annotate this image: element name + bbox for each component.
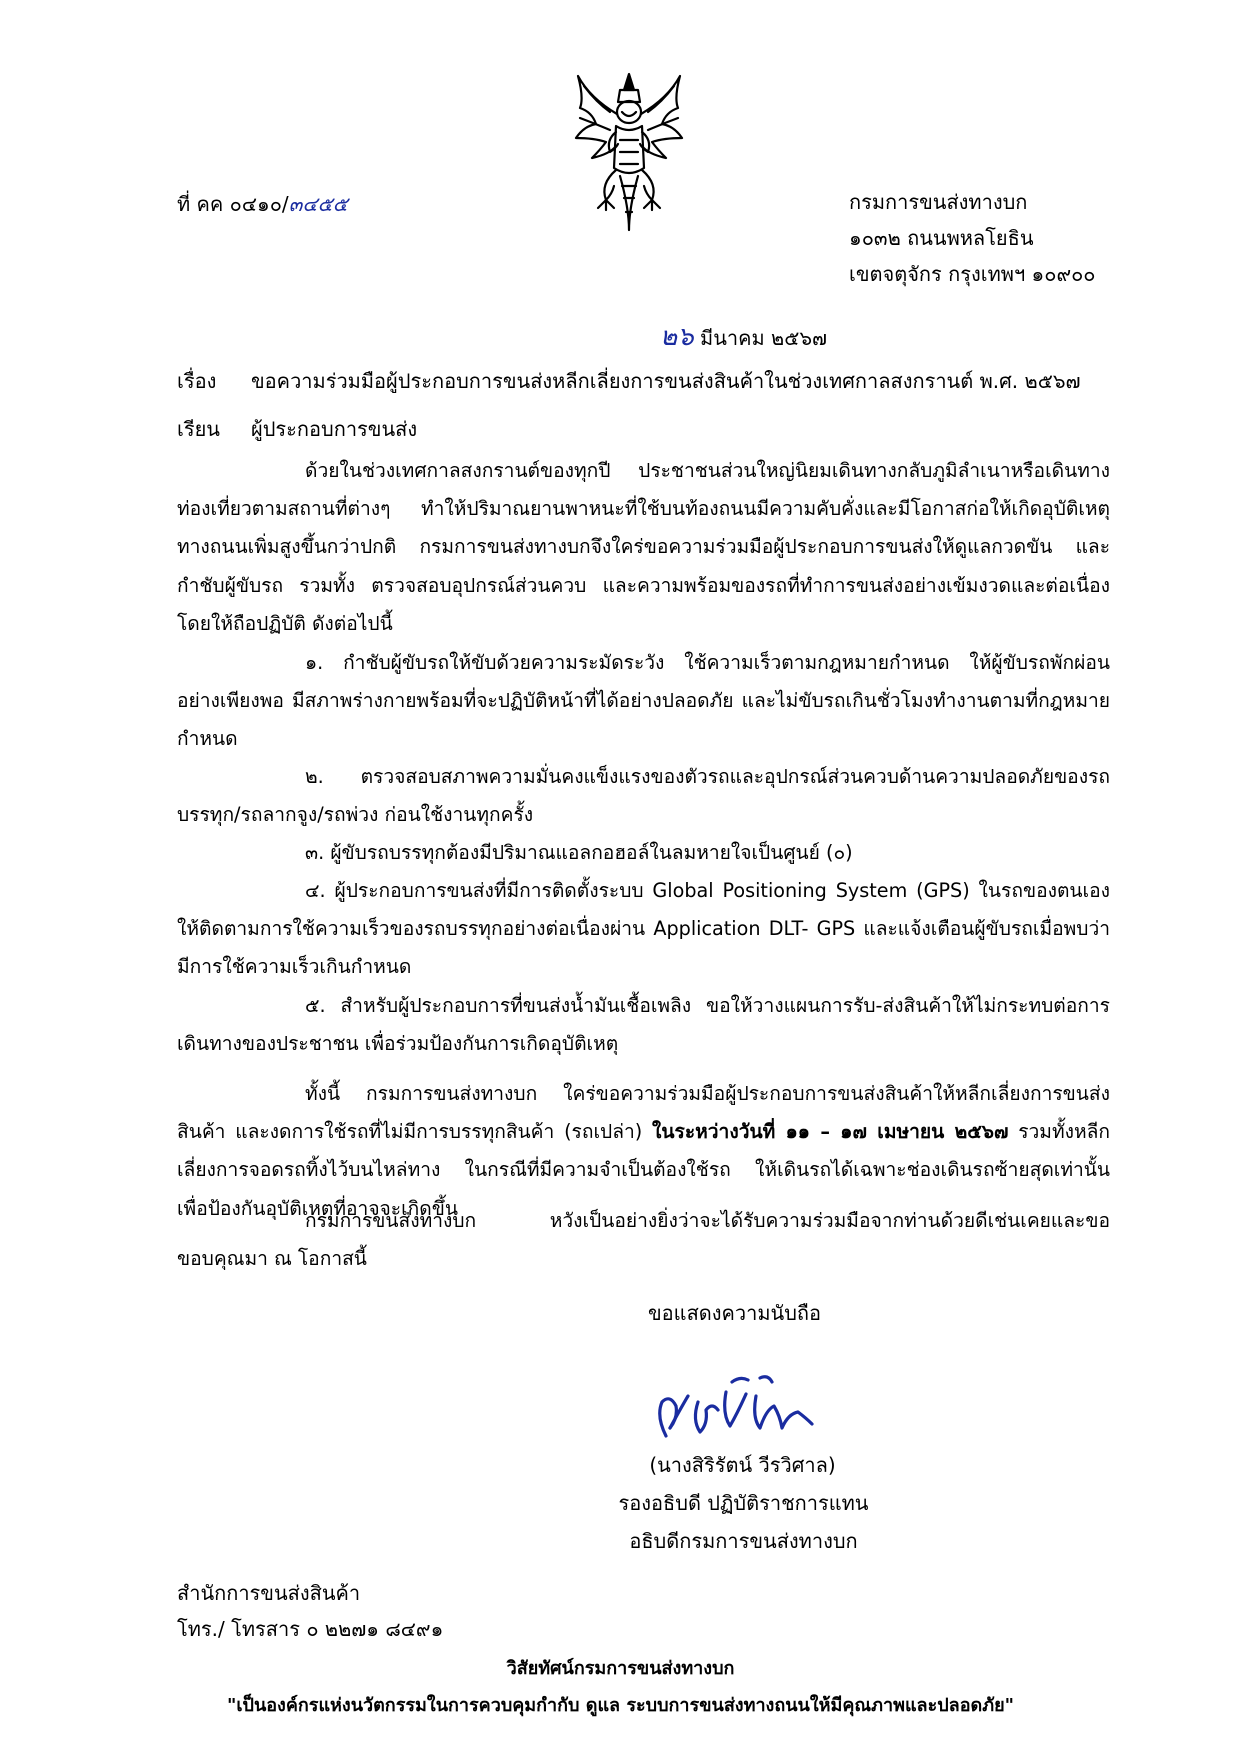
contact-phone: โทร./ โทรสาร ๐ ๒๒๗๑ ๘๔๙๑ bbox=[177, 1617, 444, 1641]
signatory-position-2: อธิบดีกรมการขนส่งทางบก bbox=[629, 1529, 858, 1553]
salutation-line bbox=[177, 413, 417, 445]
signatory-position-1: รองอธิบดี ปฏิบัติราชการแทน bbox=[618, 1491, 869, 1515]
body-item-4-text: ๔. ผู้ประกอบการขนส่งที่มีการติดตั้งระบบ Global Positioning System (GPS) ในรถของตนเอง ให้ติดตามการใช้ความเร็วของรถบรรทุกอย่างต่อเนื่องผ่าน Application DLT- GPS และแจ้งเตือนผู้ขับรถเมื่อพบว่ามีการใช้ความเร็วเกินกำหนด bbox=[177, 879, 1110, 979]
body-item-1 bbox=[177, 644, 1110, 759]
date-handwritten-day: ๒๖ bbox=[660, 322, 694, 352]
address-line-1: กรมการขนส่งทางบก bbox=[849, 190, 1028, 214]
address-line-3: เขตจตุจักร กรุงเทพฯ ๑๐๙๐๐ bbox=[849, 262, 1096, 286]
salutation-label: เรียน bbox=[177, 417, 220, 441]
date-month-year: มีนาคม ๒๕๖๗ bbox=[693, 326, 828, 350]
letter-date bbox=[660, 316, 827, 357]
request-text-part-1: ทั้งนี้ กรมการขนส่งทางบก ใคร่ขอความร่วมมือผู้ประกอบการขนส่งสินค้าให้หลีกเลี่ยงการขนส่งสินค้า และงดการใช้รถที่ไม่มีการบรรทุกสินค้า (รถเปล่า) bbox=[177, 1082, 1110, 1144]
body-item-3-text: ๓. ผู้ขับรถบรรทุกต้องมีปริมาณแอลกอฮอล์ในลมหายใจเป็นศูนย์ (๐) bbox=[305, 841, 853, 864]
body-closing-paragraph bbox=[177, 1202, 1110, 1278]
body-item-3 bbox=[177, 834, 1110, 872]
body-intro-paragraph bbox=[177, 452, 1110, 643]
request-text-part-2: รวมทั้งหลีกเลี่ยงการจอดรถทิ้งไว้บนไหล่ทาง ในกรณีที่มีความจำเป็นต้องใช้รถ ให้เดินรถได้เฉพาะช่องเดินรถซ้ายสุดเท่านั้น เพื่อป้องกันอุบัติเหตุที่อาจจะเกิดขึ้น bbox=[177, 1120, 1110, 1220]
body-item-4 bbox=[177, 872, 1110, 987]
reference-prefix: ที่ คค ๐๔๑๐/ bbox=[177, 192, 289, 216]
garuda-emblem-icon bbox=[570, 68, 688, 236]
vision-statement: "เป็นองค์กรแห่งนวัตกรรมในการควบคุมกำกับ ดูแล ระบบการขนส่งทางถนนให้มีคุณภาพและปลอดภัย" bbox=[226, 1695, 1015, 1716]
subject-text: ขอความร่วมมือผู้ประกอบการขนส่งหลีกเลี่ยงการขนส่งสินค้าในช่วงเทศกาลสงกรานต์ พ.ศ. ๒๕๖๗ bbox=[251, 369, 1081, 393]
body-item-5-text: ๕. สำหรับผู้ประกอบการที่ขนส่งน้ำมันเชื้อเพลิง ขอให้วางแผนการรับ-ส่งสินค้าให้ไม่กระทบต่อการเดินทางของประชาชน เพื่อร่วมป้องกันการเกิดอุบัติเหตุ bbox=[177, 994, 1110, 1056]
signatory-name: (นางสิริรัตน์ วีรวิศาล) bbox=[649, 1453, 836, 1477]
subject-line bbox=[177, 365, 1081, 397]
subject-label: เรื่อง bbox=[177, 369, 217, 393]
body-item-5 bbox=[177, 987, 1110, 1063]
reference-handwritten-number: ๓๔๕๕ bbox=[288, 192, 348, 216]
handwritten-signature-icon bbox=[648, 1366, 828, 1446]
address-line-2: ๑๐๓๒ ถนนพหลโยธิน bbox=[849, 226, 1034, 250]
closing-salutation: ขอแสดงความนับถือ bbox=[648, 1301, 822, 1325]
issuing-office: สำนักการขนส่งสินค้า bbox=[177, 1581, 361, 1605]
vision-title: วิสัยทัศน์กรมการขนส่งทางบก bbox=[506, 1658, 735, 1679]
salutation-text: ผู้ประกอบการขนส่ง bbox=[251, 417, 418, 441]
closing-paragraph-text: กรมการขนส่งทางบก หวังเป็นอย่างยิ่งว่าจะได้รับความร่วมมือจากท่านด้วยดีเช่นเคยและขอขอบคุณมา ณ โอกาสนี้ bbox=[177, 1209, 1110, 1271]
reference-number bbox=[177, 188, 348, 220]
body-item-2 bbox=[177, 758, 1110, 834]
body-intro-text: ด้วยในช่วงเทศกาลสงกรานต์ของทุกปี ประชาชนส่วนใหญ่นิยมเดินทางกลับภูมิลำเนาหรือเดินทางท่องเที่ยวตามสถานที่ต่างๆ ทำให้ปริมาณยานพาหนะที่ใช้บนท้องถนนมีความคับคั่งและมีโอกาสก่อให้เกิดอุบัติเหตุทางถนนเพิ่มสูงขึ้นกว่าปกติ กรมการขนส่งทางบกจึงใคร่ขอความร่วมมือผู้ประกอบการขนส่งให้ดูแลกวดขัน และกำชับผู้ขับรถ รวมทั้ง ตรวจสอบอุปกรณ์ส่วนควบ และความพร้อมของรถที่ทำการขนส่งอย่างเข้มงวดและต่อเนื่อง โดยให้ถือปฏิบัติ ดังต่อไปนี้ bbox=[177, 459, 1110, 635]
request-date-range: ในระหว่างวันที่ ๑๑ – ๑๗ เมษายน ๒๕๖๗ bbox=[652, 1120, 1009, 1144]
body-item-1-text: ๑. กำชับผู้ขับรถให้ขับด้วยความระมัดระวัง ใช้ความเร็วตามกฎหมายกำหนด ให้ผู้ขับรถพักผ่อนอย่างเพียงพอ มีสภาพร่างกายพร้อมที่จะปฏิบัติหน้าที่ได้อย่างปลอดภัย และไม่ขับรถเกินชั่วโมงทำงานตามที่กฎหมายกำหนด bbox=[177, 651, 1110, 751]
body-item-2-text: ๒. ตรวจสอบสภาพความมั่นคงแข็งแรงของตัวรถและอุปกรณ์ส่วนควบด้านความปลอดภัยของรถบรรทุก/รถลากจูง/รถพ่วง ก่อนใช้งานทุกครั้ง bbox=[177, 765, 1110, 827]
